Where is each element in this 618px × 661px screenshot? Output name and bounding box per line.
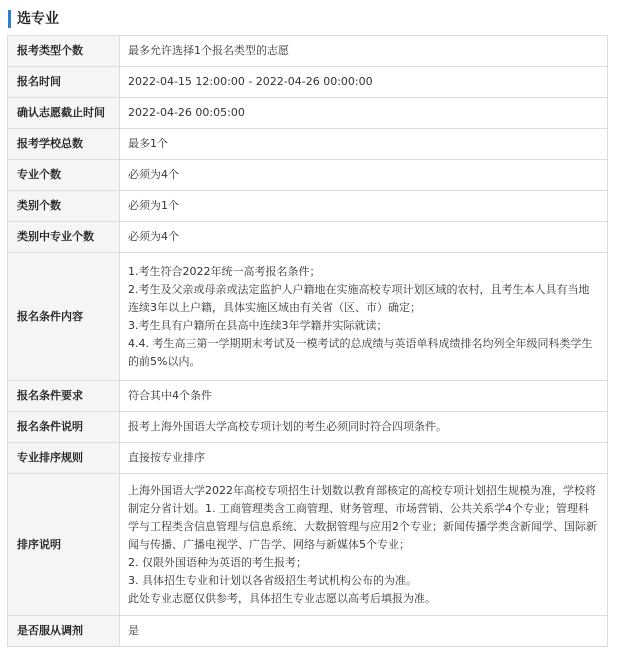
condition-item: 4.4. 考生高三第一学期期末考试及一模考试的总成绩与英语单科成绩排名均列全年级同科类学生的前5%以内。 xyxy=(128,336,593,368)
row-value: 报考上海外国语大学高校专项计划的考生必须同时符合四项条件。 xyxy=(120,412,608,443)
row-value: 2022-04-26 00:05:00 xyxy=(120,98,608,129)
table-row xyxy=(8,67,608,98)
row-label: 报名条件要求 xyxy=(8,381,120,412)
table-row xyxy=(8,191,608,222)
table-row xyxy=(8,160,608,191)
section-title: 选专业 xyxy=(8,10,59,28)
row-label: 报名时间 xyxy=(8,67,120,98)
sort-note-item: 3. 具体招生专业和计划以各省级招生考试机构公布的为准。 xyxy=(128,573,417,587)
row-label: 报考类型个数 xyxy=(8,36,120,67)
table-row xyxy=(8,36,608,67)
row-value: 2022-04-15 12:00:00 - 2022-04-26 00:00:00 xyxy=(120,67,608,98)
row-value: 直接按专业排序 xyxy=(120,443,608,474)
row-value: 最多允许选择1个报名类型的志愿 xyxy=(120,36,608,67)
table-row xyxy=(8,222,608,253)
condition-item: 2.考生及父亲或母亲或法定监护人户籍地在实施高校专项计划区域的农村，且考生本人具有当地连续3年以上户籍，具体实施区域由有关省（区、市）确定； xyxy=(128,282,590,314)
sort-note-item: 上海外国语大学2022年高校专项招生计划数以教育部核定的高校专项计划招生规模为准，学校将制定分省计划。1. 工商管理类含工商管理、财务管理、市场营销、公共关系学4个专业；管理科学与工程类含信息管理与信息系统、大数据管理与应用2个专业；新闻传播学类含新闻学、国际新闻与传播、广播电视学、广告学、网络与新媒体5个专业； xyxy=(128,483,597,551)
table-row xyxy=(8,474,608,616)
sort-note-item: 此处专业志愿仅供参考，具体招生专业志愿以高考后填报为准。 xyxy=(128,591,436,605)
row-label: 确认志愿截止时间 xyxy=(8,98,120,129)
table-row xyxy=(8,616,608,647)
admission-info-table xyxy=(7,35,608,647)
row-value: 必须为4个 xyxy=(120,222,608,253)
table-row xyxy=(8,253,608,381)
row-value: 是 xyxy=(120,616,608,647)
condition-item: 1.考生符合2022年统一高考报名条件； xyxy=(128,264,321,278)
sort-note-item: 2. 仅限外国语种为英语的考生报考； xyxy=(128,555,307,569)
row-label: 专业排序规则 xyxy=(8,443,120,474)
row-label: 是否服从调剂 xyxy=(8,616,120,647)
row-value xyxy=(120,253,608,381)
row-label: 排序说明 xyxy=(8,474,120,616)
row-label: 报考学校总数 xyxy=(8,129,120,160)
row-label: 专业个数 xyxy=(8,160,120,191)
row-value: 符合其中4个条件 xyxy=(120,381,608,412)
row-label: 类别个数 xyxy=(8,191,120,222)
row-value: 最多1个 xyxy=(120,129,608,160)
table-row xyxy=(8,129,608,160)
row-label: 类别中专业个数 xyxy=(8,222,120,253)
row-value: 必须为4个 xyxy=(120,160,608,191)
condition-item: 3.考生具有户籍所在县高中连续3年学籍并实际就读； xyxy=(128,318,388,332)
table-row xyxy=(8,412,608,443)
table-row xyxy=(8,381,608,412)
row-label: 报名条件说明 xyxy=(8,412,120,443)
row-label: 报名条件内容 xyxy=(8,253,120,381)
table-row xyxy=(8,443,608,474)
row-value: 必须为1个 xyxy=(120,191,608,222)
table-row xyxy=(8,98,608,129)
row-value xyxy=(120,474,608,616)
